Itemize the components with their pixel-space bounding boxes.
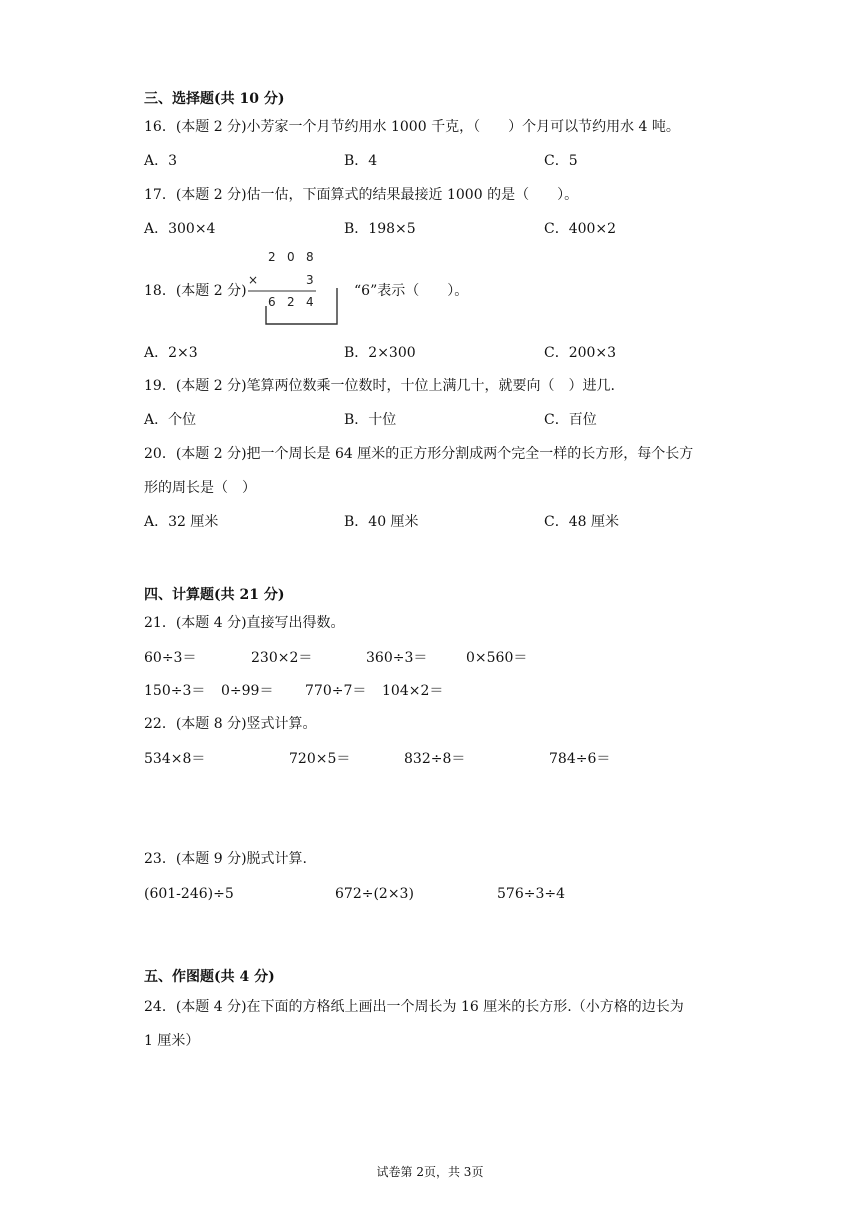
option-c: C．400×2 (544, 221, 617, 237)
vertical-calc-item: 720×5＝ (289, 751, 351, 767)
mental-math-item: 230×2＝ (251, 650, 313, 666)
mental-math-item: 360÷3＝ (366, 650, 428, 666)
times-sign: × (248, 273, 259, 287)
question-16: 16．(本题 2 分)小芳家一个月节约用水 1000 千克，（ ）个月可以节约用水 4 吨。 (144, 119, 680, 135)
section-title: 五、作图题(共 4 分) (144, 969, 275, 985)
option-a: A．3 (144, 153, 178, 169)
mental-math-item: 770÷7＝ (305, 683, 367, 699)
mental-math-item: 104×2＝ (382, 683, 444, 699)
mental-math-item: 150÷3＝ (144, 683, 206, 699)
question-18-prefix: 18．(本题 2 分) (144, 283, 247, 299)
mental-math-item: 60÷3＝ (144, 650, 197, 666)
option-a: A．300×4 (144, 221, 216, 237)
mental-math-item: 0÷99＝ (221, 683, 274, 699)
option-b: B．2×300 (344, 345, 416, 361)
step-calc-item: 576÷3÷4 (497, 886, 565, 902)
vertical-calc-item: 534×8＝ (144, 751, 206, 767)
option-c: C．5 (544, 153, 578, 169)
section-title: 三、选择题(共 10 分) (144, 91, 285, 107)
option-b: B．十位 (344, 412, 397, 428)
option-b: B．40 厘米 (344, 514, 419, 530)
option-c: C．200×3 (544, 345, 617, 361)
question-20-line1: 20．(本题 2 分)把一个周长是 64 厘米的正方形分割成两个完全一样的长方形，每个长方 (144, 446, 694, 462)
page-footer: 试卷第 2页，共 3页 (376, 1165, 484, 1179)
question-22: 22．(本题 8 分)竖式计算。 (144, 716, 317, 732)
question-24-line1: 24．(本题 4 分)在下面的方格纸上画出一个周长为 16 厘米的长方形.（小方格的边长为 (144, 999, 684, 1015)
step-calc-item: (601-246)÷5 (144, 886, 234, 902)
question-17: 17．(本题 2 分)估一估，下面算式的结果最接近 1000 的是（ ）。 (144, 187, 579, 203)
option-c: C．百位 (544, 412, 597, 428)
question-21: 21．(本题 4 分)直接写出得数。 (144, 615, 345, 631)
vertical-multiplication: 2 0 8 × 3 6 2 4 (248, 248, 348, 328)
option-a: A．个位 (144, 412, 197, 428)
question-24-line2: 1 厘米） (144, 1033, 200, 1049)
question-23: 23．(本题 9 分)脱式计算. (144, 851, 307, 867)
option-b: B．198×5 (344, 221, 416, 237)
option-b: B．4 (344, 153, 378, 169)
vertical-lines (248, 248, 348, 328)
question-19: 19．(本题 2 分)笔算两位数乘一位数时，十位上满几十，就要向（ ）进几. (144, 378, 615, 394)
question-20-line2: 形的周长是（ ） (144, 480, 256, 496)
option-a: A．2×3 (144, 345, 198, 361)
section-title: 四、计算题(共 21 分) (144, 587, 285, 603)
mental-math-item: 0×560＝ (466, 650, 528, 666)
step-calc-item: 672÷(2×3) (335, 886, 414, 902)
vertical-calc-item: 784÷6＝ (549, 751, 611, 767)
option-a: A．32 厘米 (144, 514, 219, 530)
option-c: C．48 厘米 (544, 514, 619, 530)
vertical-calc-item: 832÷8＝ (404, 751, 466, 767)
question-18-suffix: “6”表示（ ）。 (354, 283, 469, 299)
